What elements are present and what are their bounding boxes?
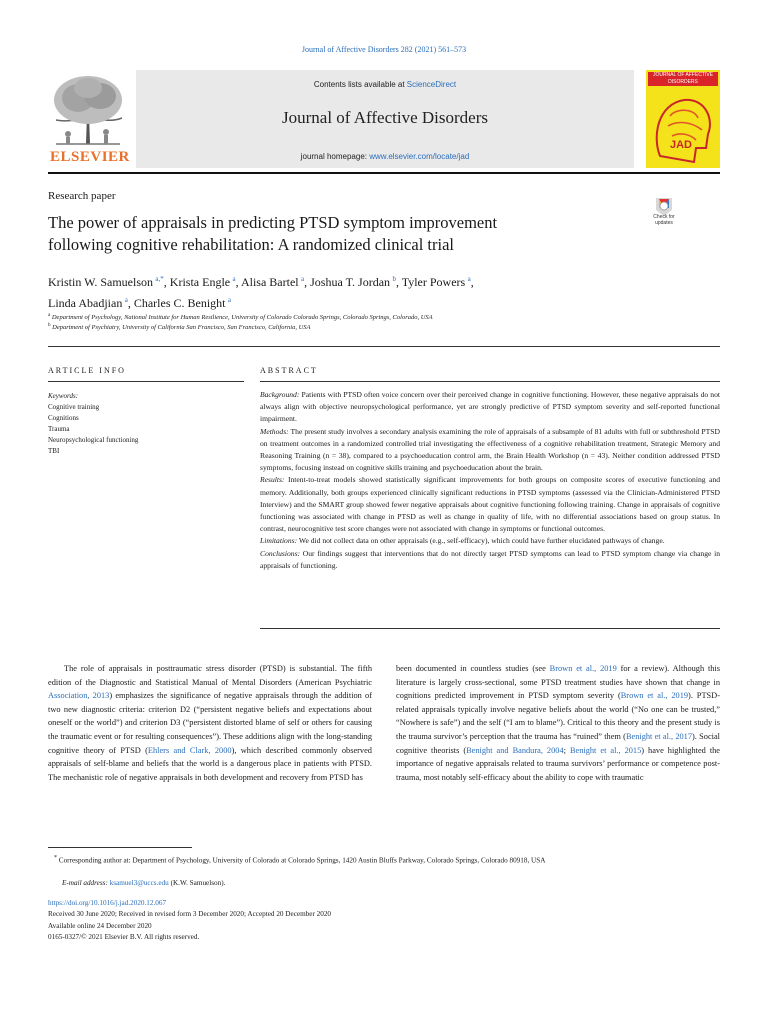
author-affil-marker[interactable]: a: [124, 296, 128, 304]
abstract-conclusions: [260, 548, 720, 572]
author-separator: ,: [304, 275, 311, 289]
title-line-1: The power of appraisals in predicting PTSD symptom improvement: [48, 213, 498, 232]
author-affil-marker[interactable]: a: [301, 275, 305, 283]
publication-info: [48, 898, 331, 943]
citation-link[interactable]: Benight et al., 2017: [625, 731, 693, 741]
author-separator: ,: [470, 275, 474, 289]
corresponding-author-note: [48, 853, 738, 866]
copyright-notice: 0165-0327/© 2021 Elsevier B.V. All rights reserved.: [48, 932, 200, 941]
author-separator: ,: [395, 275, 402, 289]
affiliation-text: Department of Psychology, National Institute for Human Resilience, University of Colorado Colorado Springs, Colorado Springs, Colorado, USA: [51, 314, 433, 322]
crossmark-label-1: Check for: [653, 214, 675, 220]
abstract-label: Conclusions:: [260, 548, 301, 558]
author-affil-marker[interactable]: a: [227, 296, 232, 304]
masthead: [48, 70, 720, 168]
affiliation-marker: a: [48, 313, 51, 318]
author-name[interactable]: Charles C. Benight: [133, 296, 226, 310]
author-name[interactable]: Linda Abadjian: [48, 296, 123, 310]
elsevier-tree-icon: [48, 70, 128, 150]
author-name[interactable]: Tyler Powers: [401, 275, 466, 289]
abstract-text: Patients with PTSD often voice concern over their perceived change in cognitive functioning. However, these negative appraisals do not always align with objective neuropsychological performance, yet are strongly predictive of PTSD symptom severity and self-reported functional impairment.: [260, 390, 720, 424]
journal-title: Journal of Affective Disorders: [282, 108, 488, 127]
article-title: [48, 212, 608, 256]
body-text: ). Social cognitive theorists (: [396, 731, 720, 755]
body-text: ). PTSD-related appraisals typically involve negative beliefs about the world (“No one can be trusted,” “Nowhere is safe”) and the self (“I am to blame”). Critical to this theory and the present study is the trauma survivor’s perception that the trauma has “ruined” them (: [396, 691, 720, 741]
body-paragraph: [396, 662, 720, 784]
author-affil-marker[interactable]: a: [467, 275, 471, 283]
email-note: [48, 878, 738, 889]
doi-link[interactable]: https://doi.org/10.1016/j.jad.2020.12.067: [48, 899, 167, 907]
keyword-item: Trauma: [48, 425, 70, 433]
affiliation-divider: [48, 346, 720, 347]
keyword-item: TBI: [48, 447, 60, 455]
abstract-label: Background:: [260, 390, 300, 399]
abstract-text: The present study involves a secondary analysis examining the role of appraisals of a subsample of 81 adults with full or subthreshold PTSD on treatment outcomes in a randomized controlled trial investigating the effectiveness of a cognitive rehabilitation treatment, Strategic Memory and Reasoning Training (n = 38), compared to a psychoeducation control arm, the Brain Health Workshop (n = 43). Neither condition addressed PTSD symptoms, focusing instead on cognitive skills training and psychoeducation about the brain.: [260, 426, 720, 473]
crossmark-label[interactable]: [646, 214, 682, 226]
abstract-label: Limitations:: [260, 536, 298, 546]
citation-link[interactable]: Brown et al., 2019: [620, 691, 689, 701]
cover-head-illustration: [646, 86, 720, 168]
citation-link[interactable]: Ehlers and Clark, 2000: [147, 745, 232, 755]
contents-line: [136, 80, 634, 89]
abstract-end-rule: [260, 628, 720, 629]
abstract-label: Results:: [260, 475, 285, 485]
body-text: ), which described commonly observed appraisals of self-blame and beliefs that the world is a dangerous place in patients with PTSD. The mechanistic role of negative appraisals in both development and recovery from PTSD has: [48, 745, 372, 782]
contents-prefix: Contents lists available at: [313, 80, 407, 89]
keyword-list: [48, 402, 138, 457]
author-name[interactable]: Joshua T. Jordan: [310, 275, 391, 289]
abstract-text: We did not collect data on other appraisals (e.g., self-efficacy), which could have further elucidated pathways of change.: [297, 536, 665, 546]
crossmark-label-2: updates: [655, 220, 673, 226]
body-column-right: [396, 662, 720, 784]
email-suffix: (K.W. Samuelson).: [168, 879, 226, 887]
footnote-marker: *: [54, 855, 57, 861]
journal-cover-thumbnail[interactable]: [646, 70, 720, 168]
author-affil-marker[interactable]: b: [392, 275, 396, 283]
body-text: been documented in countless studies (see: [396, 664, 550, 673]
author-affil-marker[interactable]: a: [232, 275, 236, 283]
keyword-item: Neuropsychological functioning: [48, 436, 139, 444]
article-info-heading: ARTICLE INFO: [48, 366, 126, 375]
author-name[interactable]: Krista Engle: [169, 275, 231, 289]
author-name[interactable]: Alisa Bartel: [240, 275, 299, 289]
abstract-methods: [260, 426, 720, 475]
journal-reference-link[interactable]: Journal of Affective Disorders 282 (2021) 561–573: [301, 45, 467, 54]
masthead-banner: [136, 70, 634, 168]
email-link[interactable]: ksamuel3@uccs.edu: [109, 879, 169, 887]
abstract-body: [260, 389, 720, 572]
received-dates: Received 30 June 2020; Received in revised form 3 December 2020; Accepted 20 December 2020: [48, 910, 332, 919]
body-paragraph: [48, 662, 372, 784]
sciencedirect-link[interactable]: ScienceDirect: [406, 80, 457, 89]
author-separator: ,: [163, 275, 170, 289]
abstract-rule: [260, 381, 720, 382]
citation-link[interactable]: Association, 2013: [48, 691, 110, 701]
abstract-text: Intent-to-treat models showed statistically significant improvements for both groups on composite scores of executive functioning and memory. Additionally, both groups experienced clinically significant reductions in PTSD symptoms (assessed via the Clinician-Administered PTSD Interview) and the SMART group showed fewer negative appraisals about cognitive functioning following training. Change in appraisals of cognitive functioning was associated with change in PTSD as well as change in quality of life, with no differential associations based on group status. In contrast, neurocognitive test score changes were not associated with change in symptoms or functional outcomes.: [260, 475, 720, 534]
body-text: ) emphasizes the significance of negative appraisals through the addition of two new diagnostic criteria: criterion D2 (“persistent negative beliefs and expectations about oneself or the world”) and criterion D3 (“persistent distorted blame of self or others for causing the traumatic event or for resulting consequences”). These additions align with the long-standing cognitive theory of PTSD (: [48, 691, 372, 755]
homepage-line: [136, 152, 634, 161]
abstract-results: [260, 474, 720, 535]
title-line-2: following cognitive rehabilitation: A randomized clinical trial: [48, 235, 454, 254]
abstract-background: [260, 389, 720, 426]
footnote-divider: [48, 847, 192, 848]
homepage-prefix: journal homepage:: [300, 152, 370, 161]
svg-text:JAD: JAD: [670, 139, 693, 151]
cover-title-band: JOURNAL OF AFFECTIVE DISORDERS: [648, 72, 718, 86]
affiliation-b: [48, 323, 688, 331]
affiliation-text: Department of Psychiatry, University of California San Francisco, San Francisco, California, USA: [52, 324, 311, 332]
author-affil-marker[interactable]: a,*: [155, 275, 164, 283]
body-column-left: [48, 662, 372, 784]
abstract-label: Methods:: [260, 426, 289, 436]
keyword-item: Cognitive training: [48, 403, 100, 411]
body-text: ) have highlighted the importance of negative appraisals related to trauma survivors’ performance or competence post-trauma, most notably self-efficacy about the ability to cope with traumatic: [396, 745, 721, 782]
author-name[interactable]: Kristin W. Samuelson: [48, 275, 154, 289]
citation-link[interactable]: Brown et al., 2019: [549, 664, 617, 673]
affiliation-a: [48, 313, 688, 321]
article-info-rule: [48, 381, 244, 382]
author-separator: ,: [235, 275, 241, 289]
abstract-heading: ABSTRACT: [260, 366, 318, 375]
citation-link[interactable]: Benight and Bandura, 2004: [466, 745, 564, 755]
author-list: [48, 270, 648, 312]
keyword-item: Cognitions: [48, 414, 79, 422]
footnote-text: Corresponding author at: Department of Psychology, University of Colorado at Colorado Springs, 1420 Austin Bluffs Parkway, Colorado Springs, Colorado 80918, USA: [57, 856, 546, 865]
elsevier-logo[interactable]: [48, 70, 128, 168]
elsevier-wordmark: ELSEVIER: [50, 149, 130, 165]
available-online-date: Available online 24 December 2020: [48, 921, 152, 930]
journal-homepage-link[interactable]: www.elsevier.com/locate/jad: [369, 152, 470, 161]
keywords-label: Keywords:: [48, 392, 79, 400]
masthead-divider: [48, 172, 720, 174]
body-text: The role of appraisals in posttraumatic stress disorder (PTSD) is substantial. The fifth edition of the Diagnostic and Statistical Manual of Mental Disorders (American Psychiatric: [48, 664, 372, 687]
body-text: for a review). Although this literature is largely cross-sectional, some PTSD treatment studies have shown that change in cognitions predicted improvement in PTSD symptom severity (: [396, 664, 721, 701]
abstract-limitations: [260, 535, 720, 547]
body-text: ;: [563, 745, 570, 755]
citation-link[interactable]: Benight et al., 2015: [569, 745, 642, 755]
article-type: Research paper: [48, 190, 116, 202]
email-label: E-mail address:: [62, 879, 110, 887]
author-separator: ,: [127, 296, 134, 310]
abstract-text: Our findings suggest that interventions that do not directly target PTSD symptoms can lead to PTSD symptom change via change in appraisals of functioning.: [260, 548, 720, 570]
affiliation-marker: b: [48, 323, 51, 328]
